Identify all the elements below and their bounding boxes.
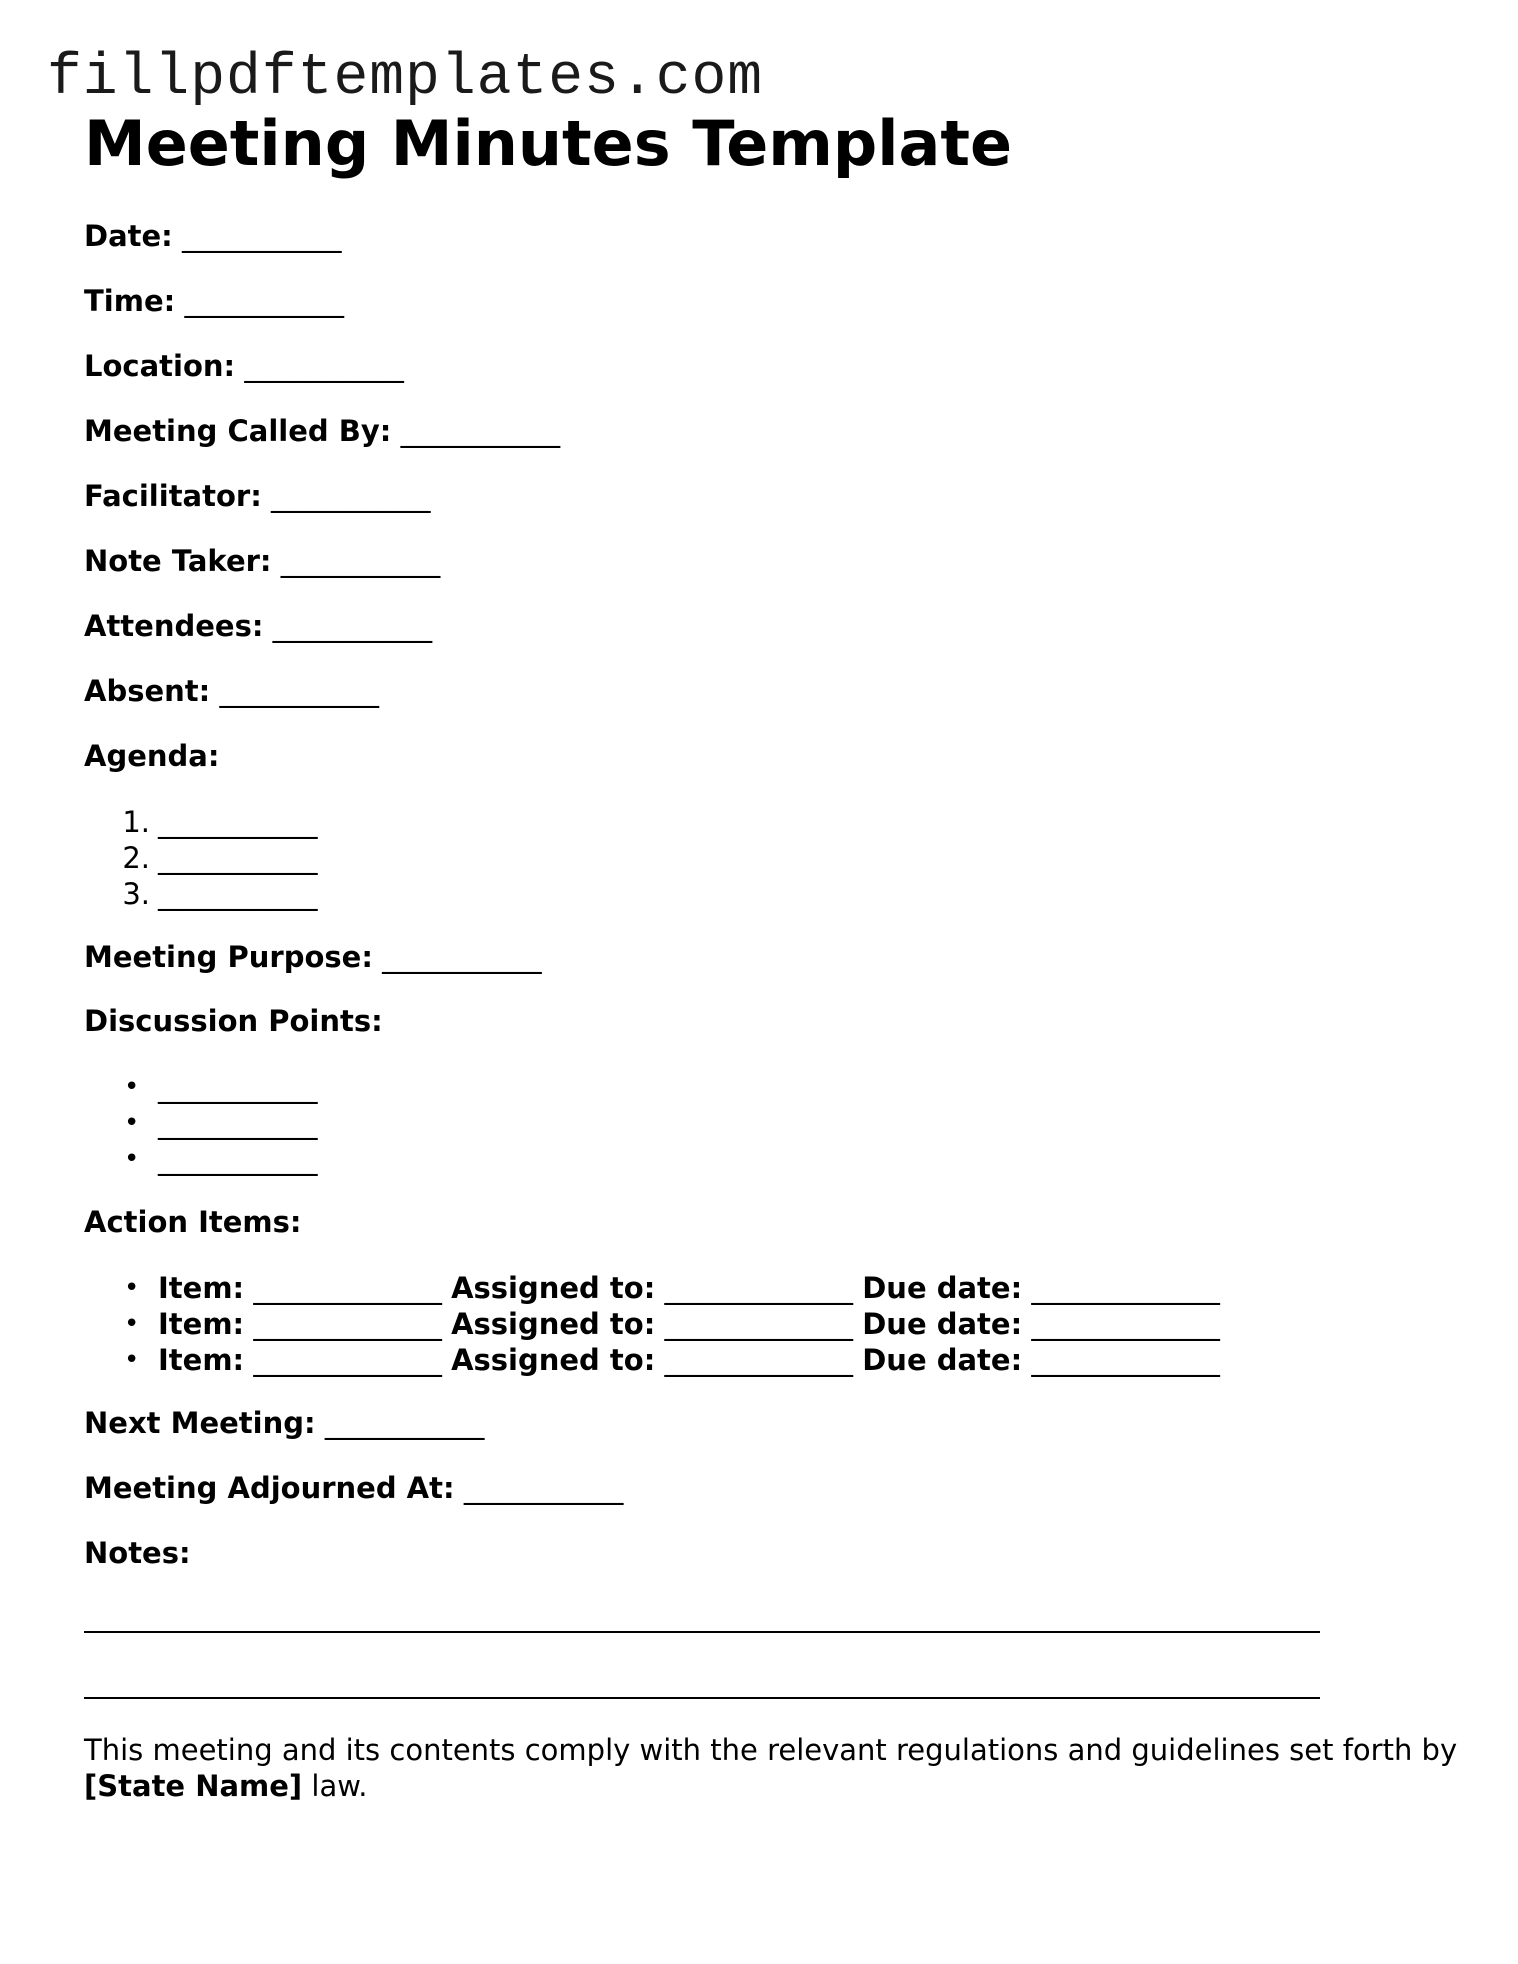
agenda-number: 2. — [122, 841, 150, 875]
discussion-blank[interactable]: ___________ — [158, 1142, 318, 1176]
item-label: Item: — [158, 1343, 245, 1377]
due-date-label: Due date: — [862, 1343, 1023, 1377]
watermark: fillpdftemplates.com — [47, 46, 764, 111]
next-meeting-blank[interactable]: ___________ — [324, 1406, 485, 1440]
adjourned-blank[interactable]: ___________ — [463, 1471, 624, 1505]
notes-heading — [84, 1533, 191, 1573]
notes-label: Notes: — [84, 1536, 191, 1570]
note-taker-label: Note Taker: — [84, 544, 272, 578]
attendees-blank[interactable]: ___________ — [272, 609, 433, 643]
purpose-blank[interactable]: ___________ — [382, 940, 542, 974]
item-blank[interactable]: _____________ — [253, 1271, 442, 1305]
called-by-label: Meeting Called By: — [84, 414, 392, 448]
facilitator-label: Facilitator: — [84, 479, 262, 513]
due-date-blank[interactable]: _____________ — [1031, 1343, 1220, 1377]
purpose-field — [84, 937, 542, 977]
discussion-blank[interactable]: ___________ — [158, 1106, 318, 1140]
facilitator-blank[interactable]: ___________ — [271, 479, 431, 513]
state-name-placeholder: [State Name] — [84, 1769, 303, 1803]
purpose-label: Meeting Purpose: — [84, 940, 373, 974]
bullet: • — [124, 1273, 140, 1303]
agenda-blank[interactable]: ___________ — [158, 805, 318, 839]
bullet: • — [124, 1144, 140, 1174]
assigned-blank[interactable]: _____________ — [664, 1343, 854, 1377]
action-row-content — [158, 1270, 1220, 1306]
action-items-heading — [84, 1202, 302, 1242]
assigned-blank[interactable]: _____________ — [664, 1271, 854, 1305]
bullet: • — [124, 1108, 140, 1138]
time-blank[interactable]: ___________ — [184, 284, 344, 318]
due-date-blank[interactable]: _____________ — [1031, 1307, 1220, 1341]
next-meeting-field — [84, 1403, 484, 1443]
attendees-field — [84, 606, 432, 646]
action-row-content — [158, 1306, 1220, 1342]
absent-blank[interactable]: ___________ — [219, 674, 379, 708]
discussion-blank[interactable]: ___________ — [158, 1070, 318, 1104]
page-title: Meeting Minutes Template — [84, 107, 1013, 180]
agenda-number: 3. — [122, 877, 150, 911]
assigned-blank[interactable]: _____________ — [664, 1307, 854, 1341]
agenda-blank[interactable]: ___________ — [158, 877, 318, 911]
compliance-statement — [84, 1732, 1464, 1804]
bullet: • — [124, 1072, 140, 1102]
discussion-label: Discussion Points: — [84, 1004, 383, 1038]
item-label: Item: — [158, 1307, 245, 1341]
note-taker-blank[interactable]: ___________ — [280, 544, 441, 578]
due-date-blank[interactable]: _____________ — [1031, 1271, 1220, 1305]
time-label: Time: — [84, 284, 176, 318]
date-field — [84, 216, 342, 256]
absent-label: Absent: — [84, 674, 211, 708]
item-blank[interactable]: _____________ — [253, 1307, 442, 1341]
agenda-heading — [84, 736, 219, 776]
attendees-label: Attendees: — [84, 609, 264, 643]
assigned-label: Assigned to: — [451, 1343, 656, 1377]
compliance-text-end: law. — [302, 1769, 368, 1803]
agenda-number: 1. — [122, 805, 150, 839]
called-by-blank[interactable]: ___________ — [400, 414, 561, 448]
bullet: • — [124, 1309, 140, 1339]
location-label: Location: — [84, 349, 236, 383]
note-taker-field — [84, 541, 440, 581]
called-by-field — [84, 411, 560, 451]
adjourned-field — [84, 1468, 623, 1508]
notes-line[interactable] — [84, 1697, 1320, 1699]
adjourned-label: Meeting Adjourned At: — [84, 1471, 455, 1505]
due-date-label: Due date: — [862, 1307, 1023, 1341]
next-meeting-label: Next Meeting: — [84, 1406, 316, 1440]
location-blank[interactable]: ___________ — [244, 349, 404, 383]
item-label: Item: — [158, 1271, 245, 1305]
date-label: Date: — [84, 219, 173, 253]
date-blank[interactable]: ___________ — [182, 219, 342, 253]
item-blank[interactable]: _____________ — [253, 1343, 442, 1377]
agenda-label: Agenda: — [84, 739, 220, 773]
time-field — [84, 281, 344, 321]
location-field — [84, 346, 404, 386]
assigned-label: Assigned to: — [451, 1307, 656, 1341]
absent-field — [84, 671, 379, 711]
action-items-label: Action Items: — [84, 1205, 302, 1239]
discussion-heading — [84, 1001, 383, 1041]
agenda-blank[interactable]: ___________ — [158, 841, 318, 875]
action-row-content — [158, 1342, 1220, 1378]
bullet: • — [124, 1345, 140, 1375]
notes-line[interactable] — [84, 1631, 1320, 1633]
compliance-text: This meeting and its contents comply with the relevant regulations and guidelines set forth by — [84, 1733, 1458, 1767]
assigned-label: Assigned to: — [451, 1271, 656, 1305]
facilitator-field — [84, 476, 431, 516]
due-date-label: Due date: — [862, 1271, 1023, 1305]
